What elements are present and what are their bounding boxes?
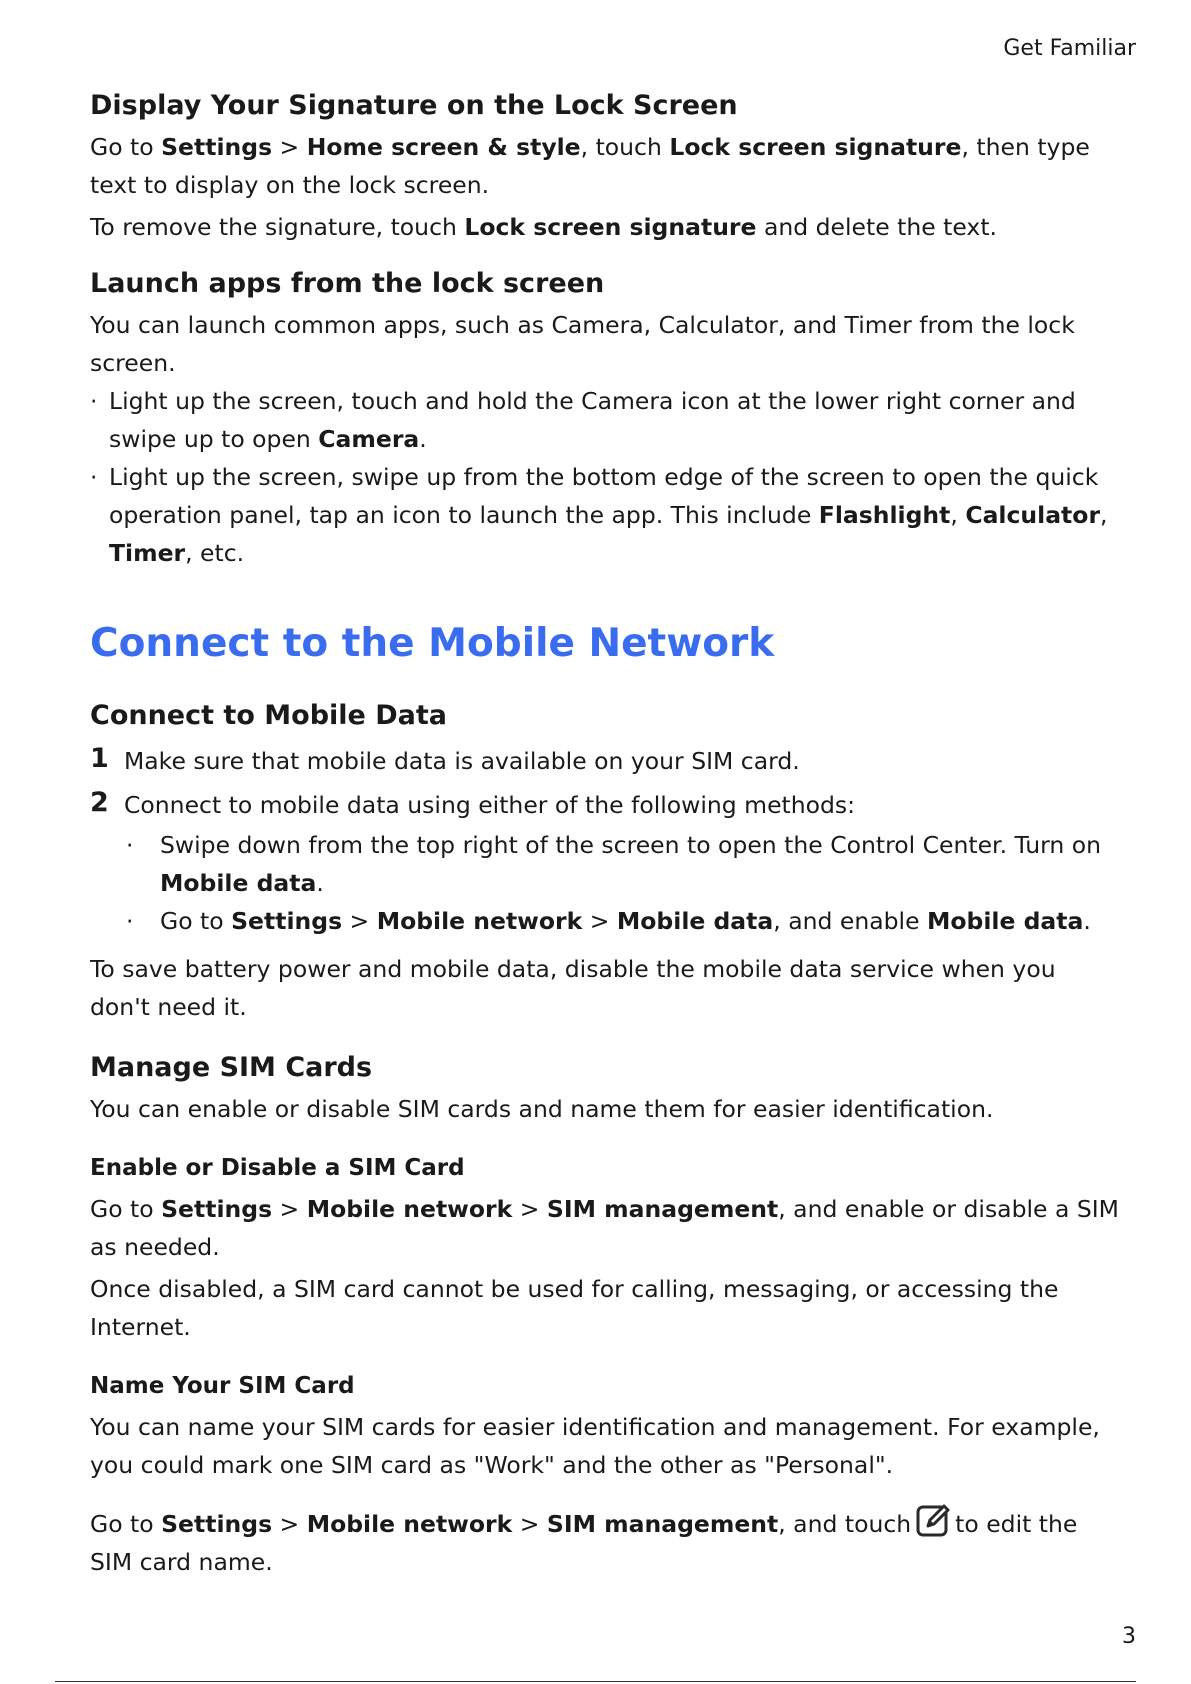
list-item: · Swipe down from the top right of the screen to open the Control Center. Turn on Mobile data. xyxy=(126,826,1120,902)
enable-sim-heading: Enable or Disable a SIM Card xyxy=(90,1155,465,1181)
launch-apps-intro: You can launch common apps, such as Camera, Calculator, and Timer from the lock screen. xyxy=(90,311,1075,377)
method-list xyxy=(90,826,1120,940)
mobile-data-heading: Connect to Mobile Data xyxy=(90,700,448,731)
page-content xyxy=(90,88,1120,1581)
step-number: 1 xyxy=(90,743,109,774)
mobile-data-note: To save battery power and mobile data, disable the mobile data service when you don't need it. xyxy=(90,955,1056,1021)
footer-divider xyxy=(55,1681,1136,1682)
name-sim-intro: You can name your SIM cards for easier identification and management. For example, you could mark one SIM card as "Work" and the other as "Personal". xyxy=(90,1413,1100,1479)
page-number: 3 xyxy=(1122,1624,1136,1649)
manage-sim-intro: You can enable or disable SIM cards and name them for easier identification. xyxy=(90,1095,994,1123)
signature-heading: Display Your Signature on the Lock Screen xyxy=(90,90,738,121)
name-sim-instructions: Go to Settings > Mobile network > SIM management, and touch to edit the SIM card name. xyxy=(90,1502,1120,1581)
list-item: · Go to Settings > Mobile network > Mobile data, and enable Mobile data. xyxy=(126,902,1120,940)
enable-sim-instructions: Go to Settings > Mobile network > SIM management, and enable or disable a SIM as needed. xyxy=(90,1195,1119,1261)
edit-icon xyxy=(915,1502,951,1538)
step-item xyxy=(90,742,1120,780)
signature-remove-text: To remove the signature, touch Lock screen signature and delete the text. xyxy=(90,213,998,241)
running-header: Get Familiar xyxy=(1003,36,1136,61)
list-item: · Light up the screen, touch and hold the Camera icon at the lower right corner and swipe up to open Camera. xyxy=(90,382,1120,458)
disabled-sim-note: Once disabled, a SIM card cannot be used for calling, messaging, or accessing the Internet. xyxy=(90,1275,1059,1341)
signature-instructions: Go to Settings > Home screen & style, touch Lock screen signature, then type text to display on the lock screen. xyxy=(90,133,1090,199)
step-item xyxy=(90,786,1120,824)
section-title: Connect to the Mobile Network xyxy=(90,621,775,666)
launch-apps-list xyxy=(90,382,1120,572)
list-item: · Light up the screen, swipe up from the bottom edge of the screen to open the quick operation panel, tap an icon to launch the app. This include Flashlight, Calculator, Timer, etc. xyxy=(90,458,1120,572)
mobile-data-steps xyxy=(90,742,1120,940)
step-number: 2 xyxy=(90,787,109,818)
step-text: Make sure that mobile data is available on your SIM card. xyxy=(124,747,800,775)
step-text: Connect to mobile data using either of the following methods: xyxy=(124,791,856,819)
manage-sim-heading: Manage SIM Cards xyxy=(90,1052,373,1083)
launch-apps-heading: Launch apps from the lock screen xyxy=(90,268,605,299)
name-sim-heading: Name Your SIM Card xyxy=(90,1373,355,1399)
